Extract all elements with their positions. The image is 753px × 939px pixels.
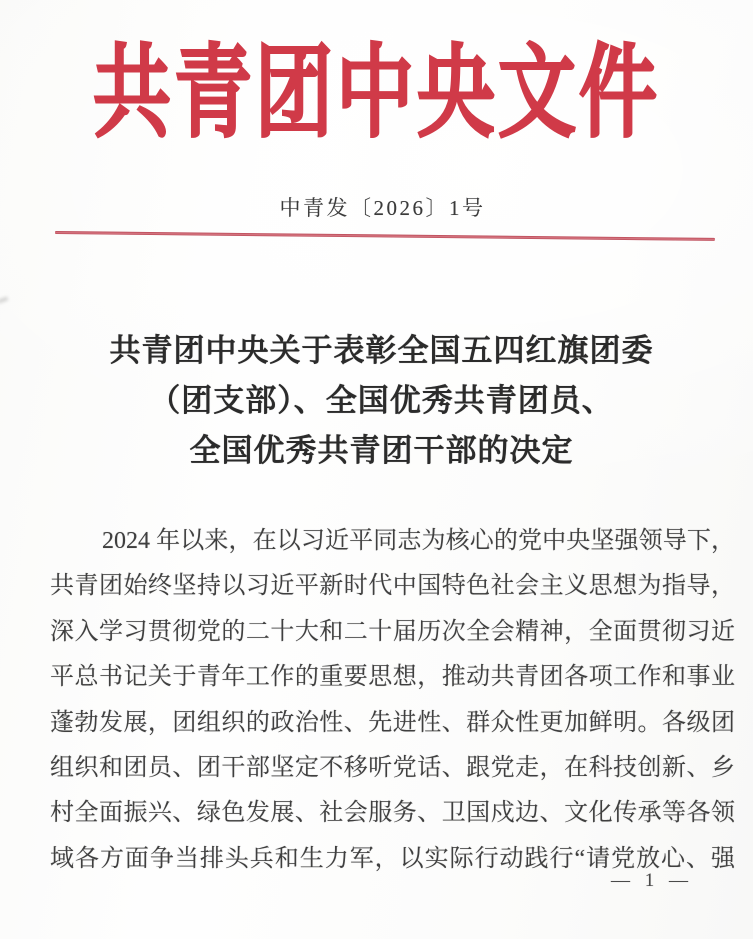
body-text-line: 深入学习贯彻党的二十大和二十届历次全会精神，全面贯彻习近 <box>50 618 735 645</box>
body-text-line: 域各方面争当排头兵和生力军，以实际行动践行“请党放心、强 <box>50 845 735 872</box>
document-body <box>50 519 735 882</box>
page-number: — 1 — <box>611 870 693 891</box>
document-title <box>5 326 753 476</box>
document-title-line: 共青团中央关于表彰全国五四红旗团委 <box>109 333 654 368</box>
red-divider-line <box>55 231 715 241</box>
page-footer <box>611 870 693 892</box>
body-text-line: 蓬勃发展，团组织的政治性、先进性、群众性更加鲜明。各级团 <box>50 709 735 736</box>
body-text-line: 共青团始终坚持以习近平新时代中国特色社会主义思想为指导， <box>50 573 735 600</box>
document-title-line: （团支部）、全国优秀共青团员、 <box>149 383 614 418</box>
body-text-line: 2024 年以来，在以习近平同志为核心的党中央坚强领导下， <box>102 528 735 554</box>
document-title-line: 全国优秀共青团干部的决定 <box>189 433 574 468</box>
body-text-line: 平总书记关于青年工作的重要思想，推动共青团各项工作和事业 <box>50 664 735 691</box>
body-text-line: 组织和团员、团干部坚定不移听党话、跟党走，在科技创新、乡 <box>50 754 735 781</box>
issuing-org-title: 共青团中央文件 <box>92 36 660 150</box>
document-number: 中青发〔2026〕1号 <box>279 196 486 220</box>
body-text-line: 村全面振兴、绿色发展、社会服务、卫国戍边、文化传承等各领 <box>50 800 735 827</box>
